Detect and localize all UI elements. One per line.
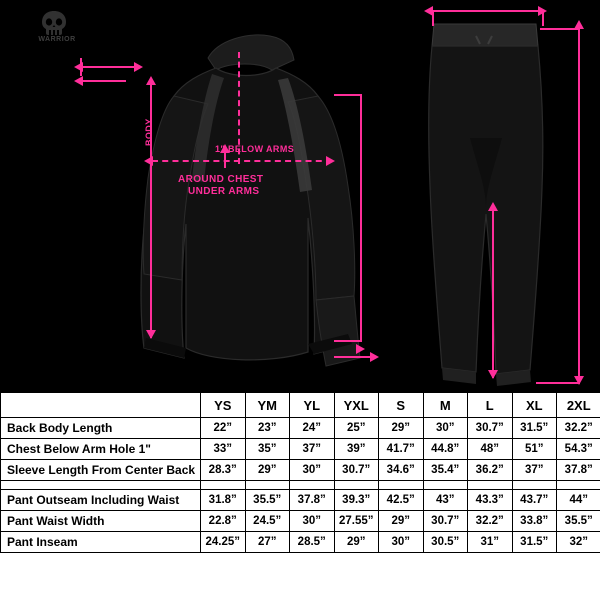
skull-icon: [38, 10, 70, 36]
row-label-pant-outseam: Pant Outseam Including Waist: [1, 490, 201, 511]
outseam-tick-bottom: [536, 382, 580, 384]
sleeve-cuff-arrow-icon: [370, 352, 379, 362]
cell: 30”: [290, 460, 335, 481]
cell: 28.3”: [201, 460, 246, 481]
header-cell-yxl: YXL: [334, 393, 379, 418]
cell: 35.5”: [245, 490, 290, 511]
table-row: [1, 511, 600, 532]
table-row: [1, 439, 600, 460]
sleeve-measure-line: [360, 94, 362, 340]
shoulder-tick-left: [80, 58, 82, 76]
cell: 30.5”: [423, 532, 468, 553]
cell: 51”: [512, 439, 557, 460]
cell: 36.2”: [468, 460, 513, 481]
cell: 30”: [290, 511, 335, 532]
cell: 35.4”: [423, 460, 468, 481]
header-cell-ys: YS: [201, 393, 246, 418]
spacer-cell: [334, 481, 379, 490]
cell: 24.5”: [245, 511, 290, 532]
cell: 22”: [201, 418, 246, 439]
cell: 44.8”: [423, 439, 468, 460]
cell: 33”: [201, 439, 246, 460]
row-label-chest-below-arm-hole: Chest Below Arm Hole 1": [1, 439, 201, 460]
spacer-cell: [290, 481, 335, 490]
header-cell-xl: XL: [512, 393, 557, 418]
cell: 30”: [379, 532, 424, 553]
cell: 35”: [245, 439, 290, 460]
table-spacer-row: [1, 481, 600, 490]
inseam-arrow-down-icon: [488, 370, 498, 379]
cell: 25”: [334, 418, 379, 439]
waist-measure-line: [432, 10, 544, 12]
size-table: [0, 392, 600, 553]
pants-graphic: [410, 18, 590, 390]
row-label-pant-inseam: Pant Inseam: [1, 532, 201, 553]
pants-illustration: [410, 18, 590, 390]
brand-logo: [14, 10, 100, 54]
cell: 37”: [512, 460, 557, 481]
cell: 37.8”: [557, 460, 600, 481]
cell: 41.7”: [379, 439, 424, 460]
cell: 22.8”: [201, 511, 246, 532]
spacer-cell: [512, 481, 557, 490]
cell: 43.7”: [512, 490, 557, 511]
cell: 31.5”: [512, 418, 557, 439]
cell: 32”: [557, 532, 600, 553]
shoulder-measure-line: [80, 66, 140, 68]
spacer-cell: [468, 481, 513, 490]
header-cell-2xl: 2XL: [557, 393, 600, 418]
cell: 42.5”: [379, 490, 424, 511]
spacer-cell: [1, 481, 201, 490]
cell: 29”: [245, 460, 290, 481]
table-row: [1, 490, 600, 511]
inseam-measure-line: [492, 210, 494, 378]
cell: 32.2”: [468, 511, 513, 532]
cell: 35.5”: [557, 511, 600, 532]
table-row: [1, 532, 600, 553]
cell: 24.25”: [201, 532, 246, 553]
table-row: [1, 460, 600, 481]
cell: 29”: [379, 418, 424, 439]
around-chest-label: AROUND CHEST: [178, 174, 264, 185]
cell: 37.8”: [290, 490, 335, 511]
header-cell-ym: YM: [245, 393, 290, 418]
header-cell-m: M: [423, 393, 468, 418]
cell: 24”: [290, 418, 335, 439]
table-row: [1, 418, 600, 439]
sleeve-arrow-right-icon: [356, 344, 365, 354]
cell: 29”: [379, 511, 424, 532]
cell: 30”: [423, 418, 468, 439]
cell: 27”: [245, 532, 290, 553]
outseam-measure-line: [578, 28, 580, 384]
under-arms-label: UNDER ARMS: [188, 186, 260, 197]
row-label-sleeve-length: Sleeve Length From Center Back: [1, 460, 201, 481]
shoulder-arrow-left-icon-2: [74, 76, 83, 86]
body-label: BODY: [144, 118, 154, 146]
cell: 31.8”: [201, 490, 246, 511]
cell: 30.7”: [334, 460, 379, 481]
below-arms-label: 1" BELOW ARMS: [215, 144, 295, 154]
spacer-cell: [379, 481, 424, 490]
header-cell-yl: YL: [290, 393, 335, 418]
cell: 48”: [468, 439, 513, 460]
cell: 31.5”: [512, 532, 557, 553]
table-header-row: [1, 393, 600, 418]
sleeve-tick-bottom: [334, 340, 362, 342]
cell: 37”: [290, 439, 335, 460]
header-cell-s: S: [379, 393, 424, 418]
cell: 32.2”: [557, 418, 600, 439]
spacer-cell: [557, 481, 600, 490]
cell: 39.3”: [334, 490, 379, 511]
inseam-arrow-up-icon: [488, 202, 498, 211]
chest-arrow-right-icon: [326, 156, 335, 166]
cell: 43”: [423, 490, 468, 511]
cell: 27.55”: [334, 511, 379, 532]
jacket-graphic: [120, 18, 380, 388]
cell: 30.7”: [423, 511, 468, 532]
body-arrow-up-icon: [146, 76, 156, 85]
cell: 29”: [334, 532, 379, 553]
cell: 44”: [557, 490, 600, 511]
chest-dashed-line: [152, 160, 332, 162]
cell: 33.8”: [512, 511, 557, 532]
outseam-tick-top: [540, 28, 580, 30]
sleeve-tick-top: [334, 94, 362, 96]
cell: 23”: [245, 418, 290, 439]
row-label-pant-waist-width: Pant Waist Width: [1, 511, 201, 532]
brand-logo-text: WARRIOR: [38, 36, 76, 43]
jacket-illustration: [120, 18, 380, 388]
header-cell-l: L: [468, 393, 513, 418]
cell: 54.3”: [557, 439, 600, 460]
cell: 43.3”: [468, 490, 513, 511]
shoulder-measure-line-2: [80, 80, 126, 82]
cell: 30.7”: [468, 418, 513, 439]
row-label-back-body-length: Back Body Length: [1, 418, 201, 439]
spacer-cell: [245, 481, 290, 490]
cell: 28.5”: [290, 532, 335, 553]
cell: 39”: [334, 439, 379, 460]
body-arrow-down-icon: [146, 330, 156, 339]
waist-tick-right: [542, 10, 544, 26]
header-cell-blank: [1, 393, 201, 418]
cell: 34.6”: [379, 460, 424, 481]
size-table-area: [0, 392, 600, 600]
chest-arrow-left-icon: [144, 156, 153, 166]
spacer-cell: [423, 481, 468, 490]
shoulder-arrow-right-icon: [134, 62, 143, 72]
waist-tick-left: [432, 10, 434, 26]
spacer-cell: [201, 481, 246, 490]
cell: 31”: [468, 532, 513, 553]
